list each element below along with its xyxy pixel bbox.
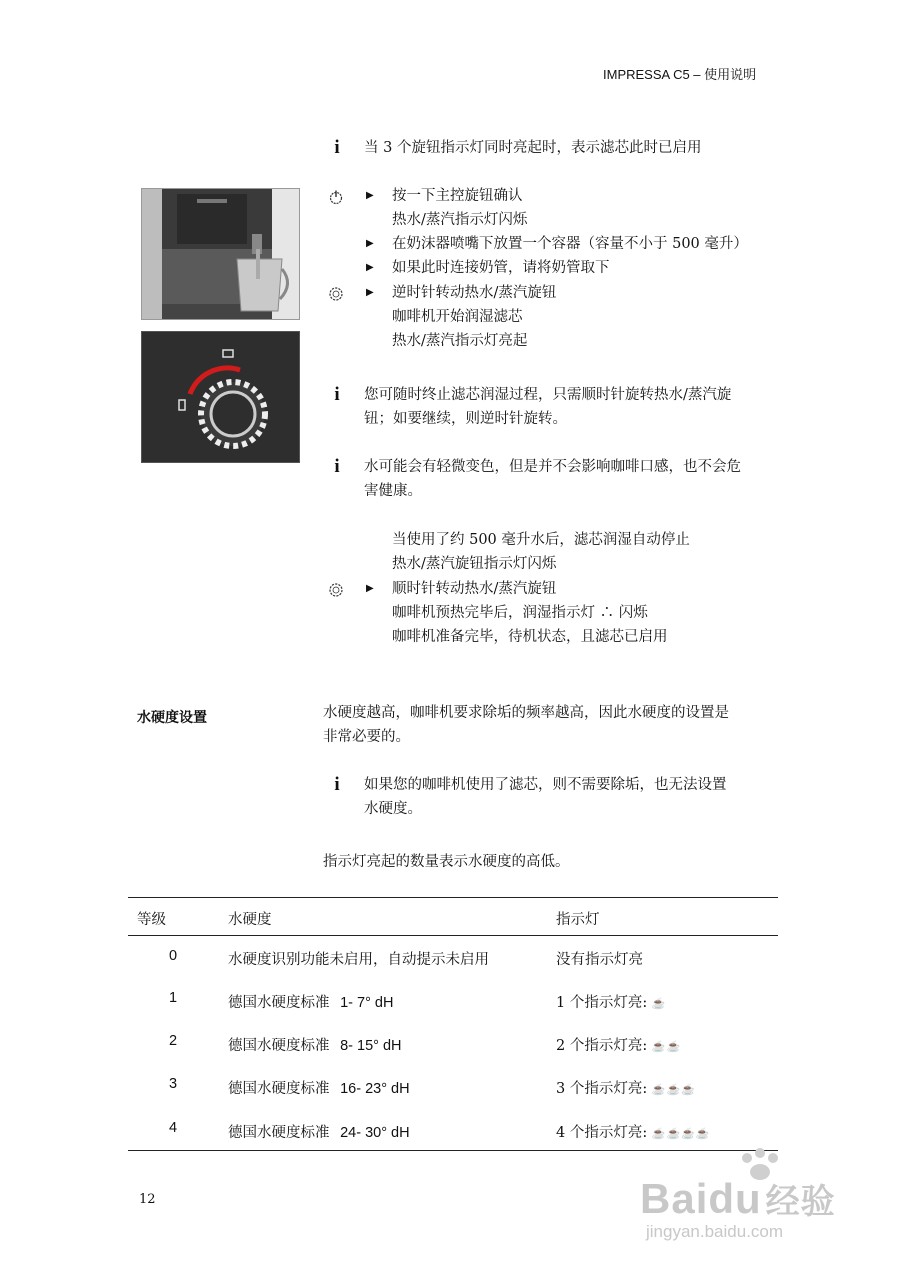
info-icon: i: [334, 774, 340, 795]
table-cell-indicator: [556, 1077, 696, 1098]
cup-icon: ☕☕: [651, 1040, 682, 1053]
coffee-machine-illustration: [142, 189, 299, 319]
hardness-label: 德国水硬度标准: [228, 1125, 330, 1141]
step-arrow-icon: ▶: [366, 190, 374, 201]
table-top-rule: [128, 897, 778, 898]
hardness-value: 8- 15° dH: [340, 1038, 402, 1054]
table-cell-level: 2: [169, 1033, 178, 1049]
step-arrow-icon: ▶: [366, 287, 374, 298]
section-title-water-hardness: 水硬度设置: [137, 709, 207, 725]
info-note-filter-active: 当 3 个旋钮指示灯同时亮起时，表示滤芯此时已启用: [364, 140, 702, 156]
page-header: IMPRESSA C5 – 使用说明: [603, 67, 757, 82]
step-arrow-icon: ▶: [366, 262, 374, 273]
power-icon: [328, 189, 344, 205]
table-header-level: 等级: [137, 912, 166, 928]
table-header-indicator: 指示灯: [556, 912, 600, 928]
table-cell-hardness: [228, 991, 393, 1012]
info-icon: i: [334, 137, 340, 158]
cup-icon: ☕☕☕: [651, 1083, 696, 1096]
hardness-value: 1- 7° dH: [340, 995, 394, 1011]
step-arrow-icon: ▶: [366, 238, 374, 249]
table-cell-indicator: [556, 1034, 681, 1055]
watermark-logo: [640, 1148, 880, 1248]
info-icon: i: [334, 456, 340, 477]
section-paragraph-line2: 非常必要的。: [323, 729, 410, 745]
table-cell-hardness: [228, 1121, 410, 1142]
step-remove-milk-tube: 如果此时连接奶管，请将奶管取下: [392, 260, 610, 276]
table-cell-hardness: [228, 1034, 402, 1055]
table-cell-level: 0: [169, 948, 178, 964]
step-result-steam-lit: 热水/蒸汽指示灯亮起: [392, 333, 528, 349]
step-place-container: 在奶沫器喷嘴下放置一个容器（容量不小于 500 毫升）: [392, 236, 748, 252]
indicator-count-note: 指示灯亮起的数量表示水硬度的高低。: [323, 854, 570, 870]
info-filter-no-descale-line1: 如果您的咖啡机使用了滤芯，则不需要除垢，也无法设置: [364, 777, 727, 793]
watermark-url: jingyan.baidu.com: [646, 1222, 784, 1241]
table-cell-indicator: 没有指示灯亮: [556, 952, 643, 968]
hardness-label: 德国水硬度标准: [228, 995, 330, 1011]
indicator-label: 1 个指示灯亮:: [556, 995, 648, 1011]
info-stop-wetting-line1: 您可随时终止滤芯润湿过程，只需顺时针旋转热水/蒸汽旋: [364, 387, 732, 403]
hardness-value: 24- 30° dH: [340, 1125, 410, 1141]
step-result-steam-blinks: 热水/蒸汽指示灯闪烁: [392, 212, 528, 228]
knob-light-blinks-note: 热水/蒸汽旋钮指示灯闪烁: [392, 556, 557, 572]
table-cell-hardness: [228, 1077, 410, 1098]
cup-icon: ☕: [651, 997, 667, 1010]
info-discoloration-line1: 水可能会有轻微变色，但是并不会影响咖啡口感，也不会危: [364, 459, 741, 475]
table-cell-hardness: 水硬度识别功能未启用，自动提示未启用: [228, 952, 489, 968]
rotary-knob-icon: [328, 286, 344, 302]
control-panel-photo: [141, 331, 300, 463]
table-cell-level: 1: [169, 990, 178, 1006]
step-result-ready: 咖啡机准备完毕，待机状态，且滤芯已启用: [392, 629, 668, 645]
step-confirm-main-knob: 按一下主控旋钮确认: [392, 188, 523, 204]
table-header-hardness: 水硬度: [228, 912, 272, 928]
hardness-value: 16- 23° dH: [340, 1081, 410, 1097]
machine-photo: [141, 188, 300, 320]
table-cell-level: 3: [169, 1076, 178, 1092]
table-cell-indicator: [556, 991, 667, 1012]
info-icon: i: [334, 384, 340, 405]
step-result-wetting: 咖啡机开始润湿滤芯: [392, 309, 523, 325]
info-stop-wetting-line2: 钮；如要继续，则逆时针旋转。: [364, 411, 567, 427]
indicator-label: 2 个指示灯亮:: [556, 1038, 648, 1054]
step-turn-knob-ccw: 逆时针转动热水/蒸汽旋钮: [392, 285, 557, 301]
hardness-label: 德国水硬度标准: [228, 1081, 330, 1097]
table-cell-level: 4: [169, 1120, 178, 1136]
table-header-rule: [128, 935, 778, 936]
step-arrow-icon: ▶: [366, 583, 374, 594]
step-result-preheat: 咖啡机预热完毕后，润湿指示灯 ∴ 闪烁: [392, 605, 648, 621]
indicator-label: 4 个指示灯亮:: [556, 1125, 648, 1141]
page-number: 12: [139, 1192, 156, 1207]
section-paragraph-line1: 水硬度越高，咖啡机要求除垢的频率越高，因此水硬度的设置是: [323, 705, 729, 721]
watermark-brand: [640, 1174, 836, 1223]
info-discoloration-line2: 害健康。: [364, 483, 422, 499]
info-filter-no-descale-line2: 水硬度。: [364, 801, 422, 817]
indicator-label: 3 个指示灯亮:: [556, 1081, 648, 1097]
cup-icon: ☕☕☕☕: [651, 1127, 711, 1140]
table-cell-indicator: [556, 1121, 711, 1142]
watermark-brand-cn: 经验: [765, 1183, 836, 1221]
hot-water-knob-illustration: [142, 332, 299, 462]
watermark-brand-bai: Bai: [640, 1175, 709, 1222]
rotary-knob-icon: [328, 582, 344, 598]
after-500ml-note: 当使用了约 500 毫升水后，滤芯润湿自动停止: [392, 532, 690, 548]
watermark-brand-du: du: [708, 1175, 762, 1222]
hardness-label: 德国水硬度标准: [228, 1038, 330, 1054]
step-turn-knob-cw: 顺时针转动热水/蒸汽旋钮: [392, 581, 557, 597]
